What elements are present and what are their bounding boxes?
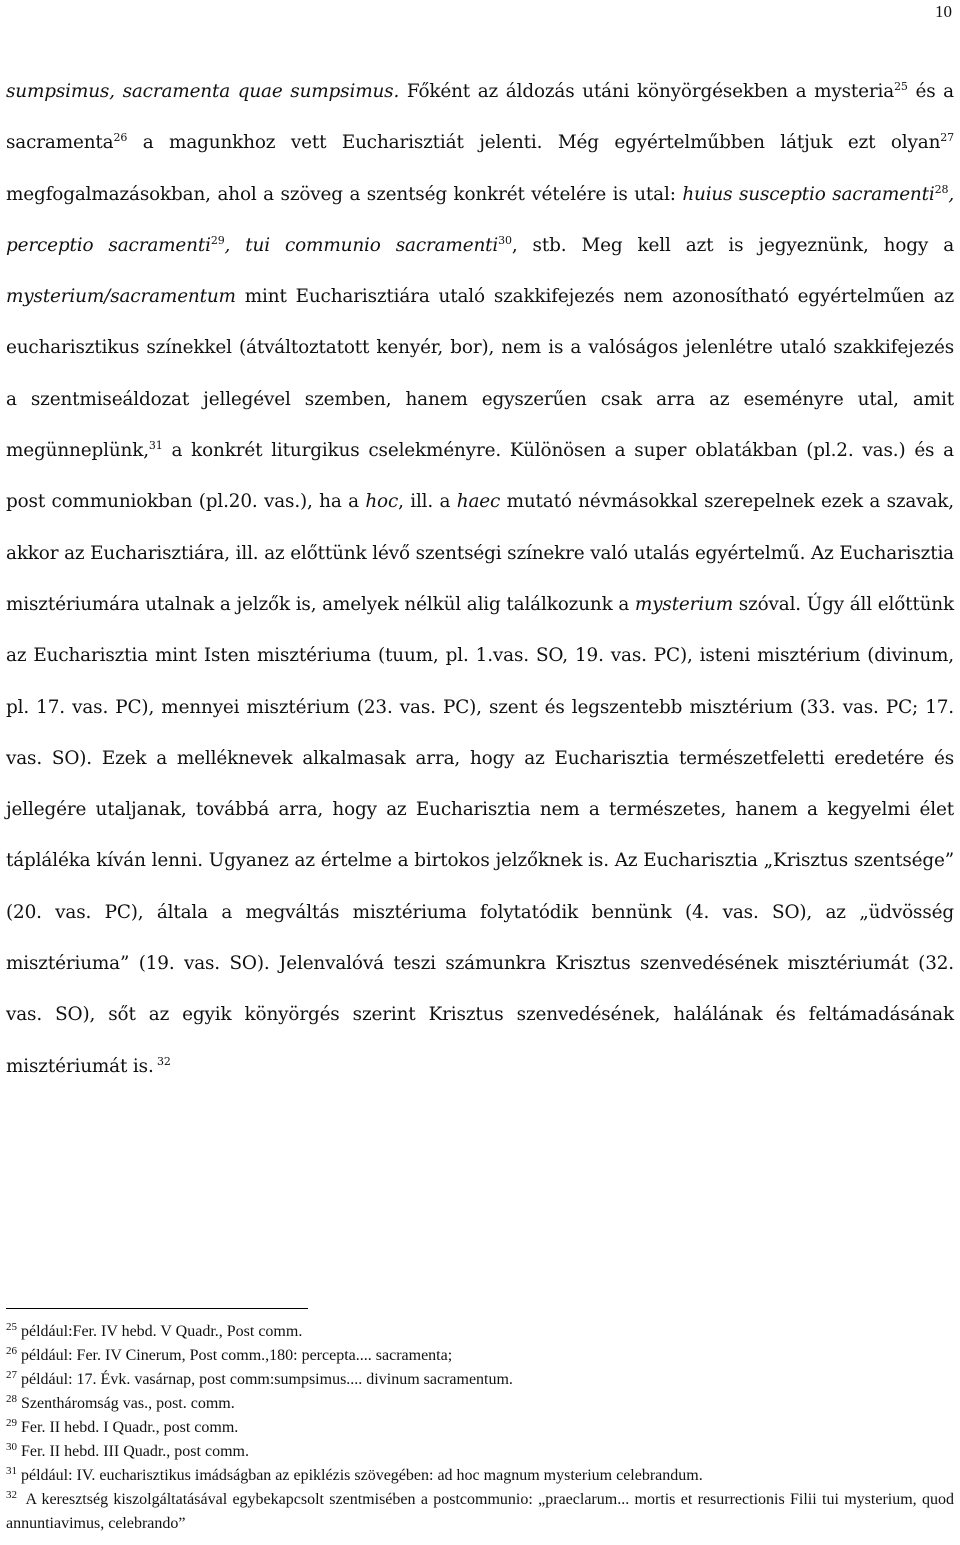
footnote-text: például: Fer. IV Cinerum, Post comm.,180: percepta.... sacramenta;	[21, 1347, 453, 1364]
footnote-ref-26[interactable]: 26	[113, 131, 128, 145]
text-segment: mutató névmásokkal szerepelnek ezek a szavak, akkor az Eucharisztiára, ill. az előttünk lévő szentségi színekre való utalás egyértelmű. Az Eucharisztia misztériumára utalnak a jelzők is, amelyek nélkül alig találkozunk a	[6, 491, 954, 615]
text-segment: a magunkhoz vett Eucharisztiát jelenti. Még egyértelműbben látjuk ezt olyan	[127, 132, 941, 154]
latin-term: huius susceptio sacramenti	[682, 183, 935, 205]
text-segment: mint Eucharisztiára utaló szakkifejezés nem azonosítható egyértelműen az eucharisztikus színekkel (átváltoztatott kenyér, bor), nem is a valóságos jelenlétre utaló szakkifejezés a szentmiseáldozat jellegével szemben, hanem egyszerűen csak arra az eseményre utal, amit megünneplünk,	[6, 286, 954, 462]
page-number: 10	[935, 2, 952, 21]
footnote-number: 27	[6, 1368, 17, 1381]
latin-term: haec	[456, 491, 501, 513]
text-segment: Főként az áldozás utáni könyörgésekben a mysteria	[399, 81, 895, 102]
footnote-item	[6, 1440, 954, 1464]
footnote-number: 26	[6, 1344, 17, 1357]
footnote-ref-29[interactable]: 29	[210, 233, 225, 247]
footnote-number: 32	[6, 1488, 17, 1501]
footnote-number: 31	[6, 1464, 17, 1477]
latin-term: mysterium/sacramentum	[6, 286, 236, 308]
footnote-ref-31[interactable]: 31	[148, 438, 163, 452]
footnote-ref-32[interactable]: 32	[153, 1054, 171, 1068]
footnote-item	[6, 1320, 954, 1344]
main-paragraph	[6, 66, 954, 1092]
footnote-item	[6, 1344, 954, 1368]
footnote-item	[6, 1416, 954, 1440]
footnote-separator	[6, 1308, 308, 1309]
footnote-text: például:Fer. IV hebd. V Quadr., Post comm.	[21, 1323, 303, 1340]
footnote-item	[6, 1464, 954, 1488]
footnote-number: 28	[6, 1392, 17, 1405]
footnote-ref-27[interactable]: 27	[940, 131, 954, 145]
latin-term: , perceptio sacramenti	[6, 183, 955, 256]
footnote-number: 30	[6, 1440, 17, 1453]
text-segment: szóval. Úgy áll előttünk az Eucharisztia mint Isten misztériuma (tuum, pl. 1.vas. SO, 19. vas. PC), isteni misztérium (divinum, pl. 17. vas. PC), mennyei misztérium (23. vas. PC), szent és legszentebb misztérium (33. vas. PC; 17. vas. SO). Ezek a melléknevek alkalmasak arra, hogy az Eucharisztia természetfeletti eredetére és jellegére utaljanak, továbbá arra, hogy az Eucharisztia nem a természetes, hanem a kegyelmi élet tápláléka kíván lenni. Ugyanez az értelme a birtokos jelzőknek is. Az Eucharisztia „Krisztus szentsége” (20. vas. PC), általa a megváltás misztériuma folytatódik bennünk (4. vas. SO), az „üdvösség misztériuma” (19. vas. SO). Jelenvalóvá teszi számunkra Krisztus szenvedésének misztériumát (32. vas. SO), sőt az egyik könyörgés szerint Krisztus szenvedésének, halálának és feltámadásának misztériumát is.	[6, 593, 954, 1077]
footnote-text: Szentháromság vas., post. comm.	[21, 1395, 235, 1412]
footnote-item	[6, 1368, 954, 1392]
text-segment: a konkrét liturgikus cselekményre. Különösen a super oblatákban (pl.2. vas.) és a post communiokban (pl.20. vas.), ha a	[6, 440, 954, 513]
footnote-item	[6, 1488, 954, 1536]
footnote-text: például: IV. eucharisztikus imádságban az epiklézis szövegében: ad hoc magnum mysterium celebrandum.	[21, 1467, 703, 1484]
latin-term: mysterium	[634, 593, 734, 615]
footnote-item	[6, 1392, 954, 1416]
footnote-ref-25[interactable]: 25	[894, 79, 908, 93]
footnote-text: Fer. II hebd. I Quadr., post comm.	[21, 1419, 239, 1436]
latin-quote: sumpsimus, sacramenta quae sumpsimus.	[6, 81, 400, 102]
latin-term: hoc	[365, 491, 399, 513]
text-segment: és a sacramenta	[6, 81, 954, 154]
footnote-number: 29	[6, 1416, 17, 1429]
footnote-number: 25	[6, 1320, 17, 1333]
footnote-text: Fer. II hebd. III Quadr., post comm.	[21, 1443, 249, 1460]
footnote-ref-28[interactable]: 28	[934, 182, 949, 196]
text-segment: , ill. a	[398, 491, 457, 513]
text-segment: megfogalmazásokban, ahol a szöveg a szentség konkrét vételére is utal:	[6, 183, 683, 205]
latin-term: , tui communio sacramenti	[224, 234, 499, 256]
footnote-ref-30[interactable]: 30	[498, 233, 512, 247]
footnote-text: például: 17. Évk. vasárnap, post comm:sumpsimus.... divinum sacramentum.	[21, 1371, 513, 1388]
footnotes	[6, 1320, 954, 1536]
text-segment: , stb. Meg kell azt is jegyeznünk, hogy a	[511, 234, 955, 256]
footnote-text: A keresztség kiszolgáltatásával egybekapcsolt szentmisében a postcommunio: „praeclarum... mortis et resurrectionis Filii tui mysterium, quod annuntiavimus, celebrando”	[6, 1491, 954, 1532]
